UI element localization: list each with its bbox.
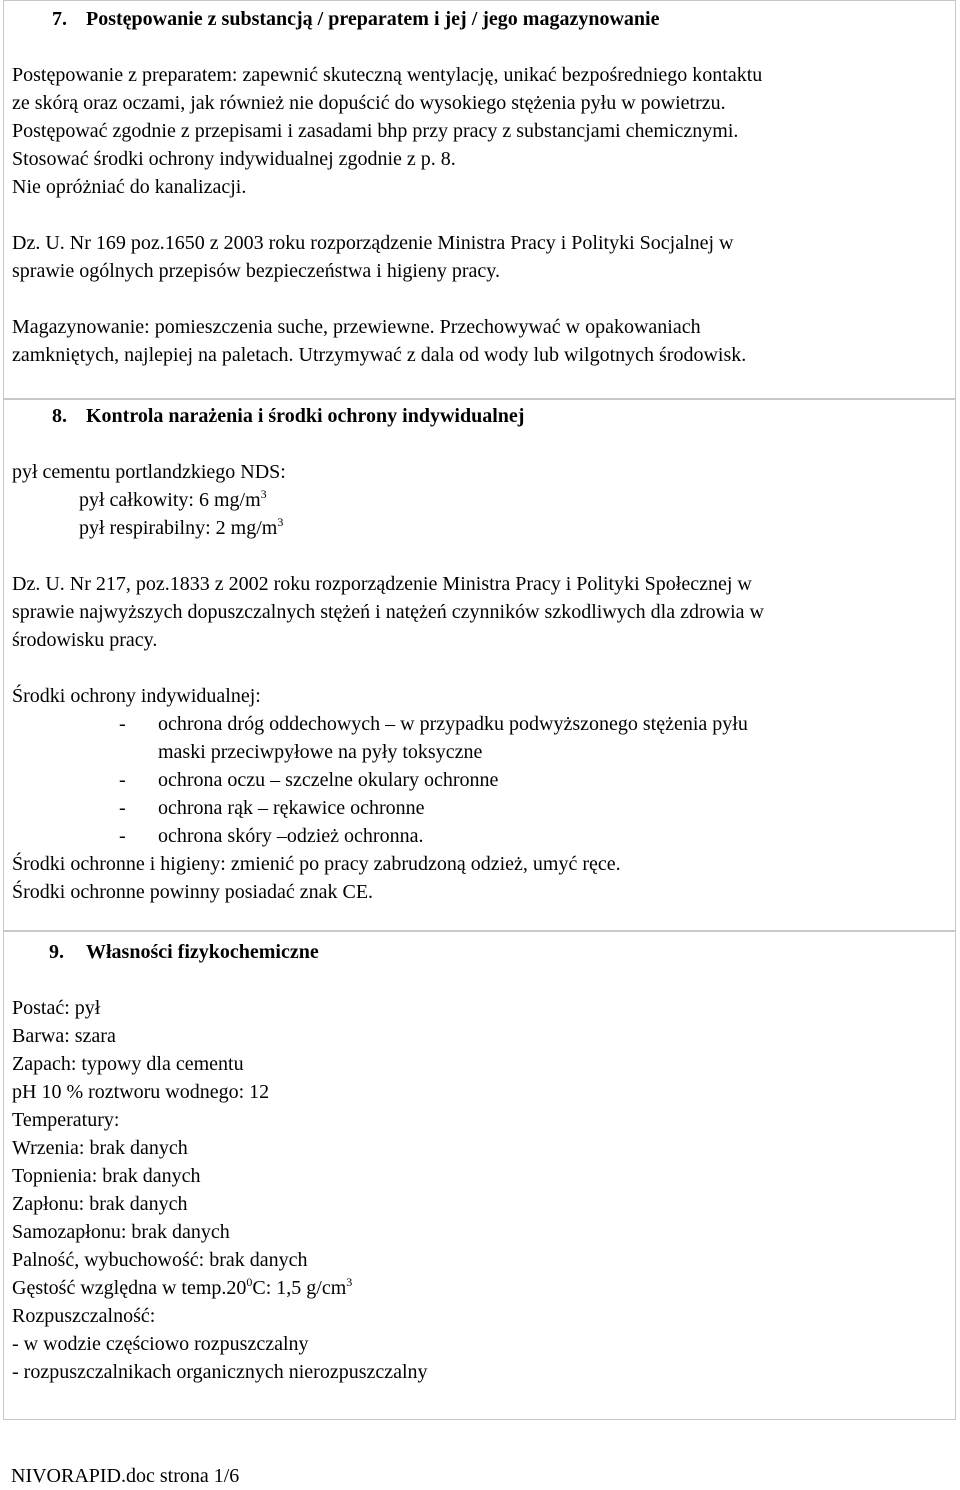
- property-line: - w wodzie częściowo rozpuszczalny: [12, 1333, 309, 1355]
- property-line: Barwa: szara: [12, 1025, 116, 1047]
- ppe-item: [12, 794, 947, 822]
- section-8-title: Kontrola narażenia i środki ochrony indywidualnej: [86, 405, 525, 427]
- ppe-item: [12, 710, 947, 738]
- dash: -: [119, 797, 126, 819]
- property-line: Temperatury:: [12, 1109, 120, 1131]
- section-9-box: [3, 931, 956, 1420]
- superscript: 3: [277, 515, 284, 529]
- text-line: sprawie najwyższych dopuszczalnych stężeń i natężeń czynników szkodliwych dla zdrowia w: [12, 601, 764, 623]
- ppe-item-continuation: maski przeciwpyłowe na pyły toksyczne: [158, 741, 483, 763]
- property-line: Rozpuszczalność:: [12, 1305, 156, 1327]
- ppe-item-text: ochrona dróg oddechowych – w przypadku podwyższonego stężenia pyłu: [158, 713, 748, 735]
- superscript: 3: [260, 487, 267, 501]
- section-9-heading: [12, 938, 947, 966]
- section-9-title: Własności fizykochemiczne: [86, 941, 319, 963]
- density-text-b: C: 1,5 g/cm: [252, 1277, 347, 1299]
- text-line: sprawie ogólnych przepisów bezpieczeństwa i higieny pracy.: [12, 260, 500, 282]
- ce-text: Środki ochronne powinny posiadać znak CE.: [12, 881, 374, 903]
- ppe-item-text: ochrona skóry –odzież ochronna.: [158, 825, 424, 847]
- section-7-title: Postępowanie z substancją / preparatem i jej / jego magazynowanie: [86, 8, 660, 30]
- section-9-number: 9.: [49, 941, 64, 963]
- property-line: Wrzenia: brak danych: [12, 1137, 188, 1159]
- page-footer: NIVORAPID.doc strona 1/6: [11, 1465, 240, 1487]
- property-line: Palność, wybuchowość: brak danych: [12, 1249, 308, 1271]
- section-7-number: 7.: [52, 8, 67, 30]
- section-7-box: [3, 0, 956, 399]
- density-text-a: Gęstość względna w temp.20: [12, 1277, 247, 1299]
- text-line: środowisku pracy.: [12, 629, 158, 651]
- section-7-heading: [12, 5, 947, 33]
- property-line: Zapłonu: brak danych: [12, 1193, 188, 1215]
- dash: -: [119, 825, 126, 847]
- nds-label: pył cementu portlandzkiego NDS:: [12, 461, 286, 483]
- nds-resp-text: pył respirabilny: 2 mg/m: [79, 517, 278, 539]
- ppe-item-text: ochrona oczu – szczelne okulary ochronne: [158, 769, 499, 791]
- ppe-item: [12, 766, 947, 794]
- nds-total: [12, 486, 947, 514]
- property-line: Samozapłonu: brak danych: [12, 1221, 230, 1243]
- hygiene-text: Środki ochronne i higieny: zmienić po pracy zabrudzoną odzież, umyć ręce.: [12, 853, 621, 875]
- text-line: ze skórą oraz oczami, jak również nie dopuścić do wysokiego stężenia pyłu w powietrzu.: [12, 92, 726, 114]
- text-line: Postępować zgodnie z przepisami i zasadami bhp przy pracy z substancjami chemicznymi.: [12, 120, 739, 142]
- section-8-heading: [12, 402, 947, 430]
- nds-respirable: [12, 514, 947, 542]
- nds-total-text: pył całkowity: 6 mg/m: [79, 489, 261, 511]
- section-8-box: [3, 399, 956, 931]
- superscript: 3: [346, 1275, 353, 1289]
- text-line: Nie opróżniać do kanalizacji.: [12, 176, 247, 198]
- dash: -: [119, 713, 126, 735]
- section-8-number: 8.: [52, 405, 67, 427]
- text-line: Dz. U. Nr 217, poz.1833 z 2002 roku rozporządzenie Ministra Pracy i Polityki Społecznej w: [12, 573, 752, 595]
- text-line: zamkniętych, najlepiej na paletach. Utrzymywać z dala od wody lub wilgotnych środowisk.: [12, 344, 747, 366]
- ppe-label: Środki ochrony indywidualnej:: [12, 685, 261, 707]
- ppe-item-text: ochrona rąk – rękawice ochronne: [158, 797, 425, 819]
- dash: -: [119, 769, 126, 791]
- text-line: Stosować środki ochrony indywidualnej zgodnie z p. 8.: [12, 148, 456, 170]
- property-line: - rozpuszczalnikach organicznych nierozpuszczalny: [12, 1361, 428, 1383]
- ppe-item: [12, 822, 947, 850]
- density-line: [12, 1274, 947, 1302]
- property-line: Postać: pył: [12, 997, 101, 1019]
- text-line: Dz. U. Nr 169 poz.1650 z 2003 roku rozporządzenie Ministra Pracy i Polityki Socjalnej w: [12, 232, 734, 254]
- property-line: Zapach: typowy dla cementu: [12, 1053, 244, 1075]
- superscript: 0: [246, 1275, 253, 1289]
- property-line: Topnienia: brak danych: [12, 1165, 201, 1187]
- text-line: Postępowanie z preparatem: zapewnić skuteczną wentylację, unikać bezpośredniego kontaktu: [12, 64, 763, 86]
- text-line: Magazynowanie: pomieszczenia suche, przewiewne. Przechowywać w opakowaniach: [12, 316, 701, 338]
- property-line: pH 10 % roztworu wodnego: 12: [12, 1081, 270, 1103]
